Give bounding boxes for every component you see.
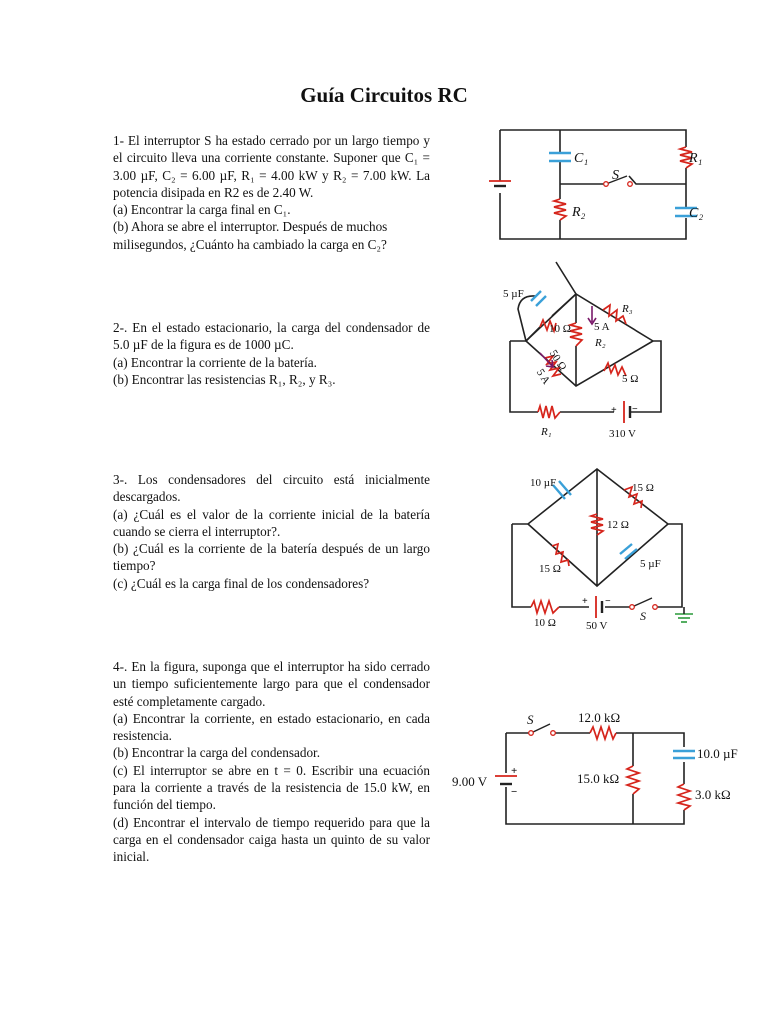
figure-3-minus: −	[605, 596, 611, 607]
problem-4-part-b: (b) Encontrar la carga del condensador.	[113, 745, 321, 761]
problem-2-part-a: (a) Encontrar la corriente de la batería.	[113, 354, 317, 370]
problem-2-part-b: (b) Encontrar las resistencias R₁, R₂, y R₃.	[113, 371, 336, 387]
problem-4-part-c: (c) El interruptor se abre en t = 0. Escribir una ecuación para la corriente a través de la resistencia de 15.0 kW, en función del tiempo.	[113, 762, 430, 813]
figure-1-r1-label: R₁	[689, 151, 703, 166]
problem-1-part-a: (a) Encontrar la carga final en C₁.	[113, 202, 291, 218]
figure-4-c10-label: 10.0 µF	[697, 746, 738, 761]
figure-2-r1-label: R₁	[541, 426, 552, 438]
problem-1-part-b: (b) Ahora se abre el interruptor. Después de muchos milisegundos, ¿Cuánto ha cambiado la carga en C₂?	[113, 219, 388, 252]
figure-2-i5-top-label: 5 A	[594, 321, 610, 333]
figure-4-c10	[673, 751, 695, 758]
figure-2-plus: +	[611, 405, 617, 416]
figure-2-r10-label: 10 Ω	[549, 323, 571, 335]
figure-3-s-label: S	[640, 609, 646, 623]
figure-4-minus: −	[511, 786, 518, 798]
figure-3-r10-label: 10 Ω	[534, 617, 556, 629]
figure-2-minus: −	[632, 404, 638, 415]
figure-1-s-label: S	[612, 168, 619, 183]
problem-3-part-b: (b) ¿Cuál es la corriente de la batería después de un largo tiempo?	[113, 541, 430, 574]
figure-3-c5-label: 5 µF	[640, 558, 661, 570]
problem-1-statement: 1- El interruptor S ha estado cerrado por un largo tiempo y el circuito lleva una corriente constante. Suponer que C₁ = 3.00 µF, C₂ = 6.00 µF, R₁ = 4.00 kW y R₂ = 7.00 kW. La potencia disipada en R2 es de 2.40 W.	[113, 133, 430, 200]
figure-3-r15-bottom-label: 15 Ω	[539, 563, 561, 575]
problem-2-statement: 2-. En el estado estacionario, la carga del condensador de 5.0 µF de la figura es de 1000 µC.	[113, 320, 430, 353]
figure-4-r3	[678, 784, 690, 810]
figure-4-s-label: S	[527, 712, 534, 727]
figure-2-cap-label: 5 µF	[503, 288, 524, 300]
figure-4-r15	[627, 766, 639, 794]
figure-2-r50-label: 50 Ω	[546, 347, 569, 373]
figure-3-c10-label: 10 µF	[530, 477, 557, 489]
figure-2-i5-bottom-label: 5 A	[533, 366, 553, 387]
figure-2-r5-label: 5 Ω	[622, 373, 639, 385]
figure-2-r3-label: R₃	[622, 303, 633, 315]
figure-3-r12-label: 12 Ω	[607, 519, 629, 531]
figure-4-r12-label: 12.0 kΩ	[578, 710, 621, 725]
figure-4-r12	[590, 727, 616, 739]
figure-4-v-label: 9.00 V	[452, 774, 488, 789]
problem-4-part-a: (a) Encontrar la corriente, en estado estacionario, en cada resistencia.	[113, 710, 430, 744]
figure-4-r3-label: 3.0 kΩ	[695, 787, 731, 802]
problem-4-statement: 4-. En la figura, suponga que el interruptor ha sido cerrado un tiempo suficientemente largo para que el condensador esté completamente cargado.	[113, 659, 430, 709]
figure-1-r2-label: R₂	[572, 205, 586, 220]
page-title: Guía Circuitos RC	[300, 83, 468, 107]
figure-4-battery	[495, 776, 517, 784]
figure-3-plus: +	[582, 596, 588, 607]
figure-2-v-label: 310 V	[609, 428, 636, 440]
figure-1-c1-label: C₁	[574, 151, 589, 166]
figure-3-r15-top-label: 15 Ω	[632, 482, 654, 494]
figure-4-plus: +	[511, 765, 518, 777]
figure-2-r2-label: R₂	[595, 337, 606, 349]
problem-4-part-d: (d) Encontrar el intervalo de tiempo requerido para que la carga en el condensador caiga hasta un quinto de su valor inicial.	[113, 814, 430, 865]
figure-4-r15-label: 15.0 kΩ	[577, 771, 620, 786]
figure-3-v-label: 50 V	[586, 620, 608, 632]
problem-3-part-c: (c) ¿Cuál es la carga final de los condensadores?	[113, 575, 370, 591]
problem-3-part-a: (a) ¿Cuál es el valor de la corriente inicial de la batería cuando se cierra el interruptor?.	[113, 506, 430, 539]
figure-1-c2-label: C₂	[689, 206, 704, 221]
problem-3-statement: 3-. Los condensadores del circuito está inicialmente descargados.	[113, 472, 430, 505]
